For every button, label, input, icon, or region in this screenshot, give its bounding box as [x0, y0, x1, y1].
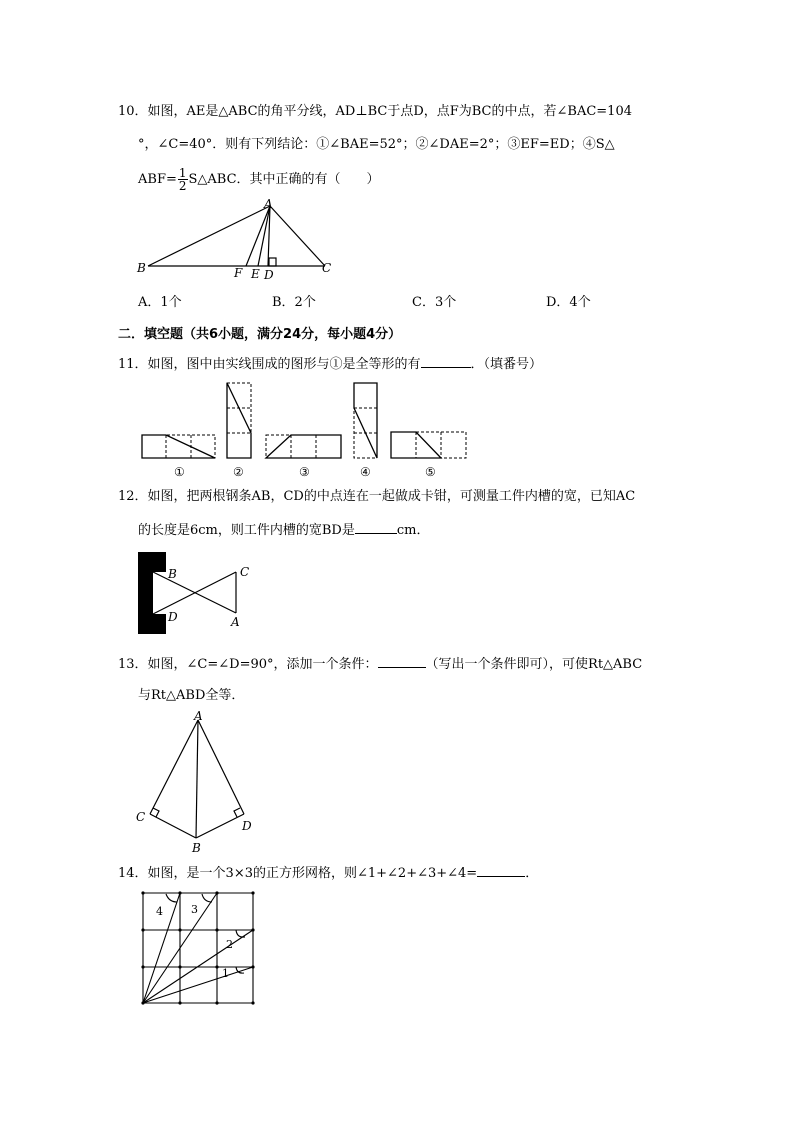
q10-label-f: F	[234, 266, 243, 280]
choice-c: C．3个	[412, 295, 457, 310]
angle-label-4: 4	[156, 905, 163, 918]
section-title-fill-in: 二．填空题（共6小题，满分24分，每小题4分）	[118, 327, 402, 342]
q14-text-a: 14．如图，是一个3×3的正方形网格，则∠1+∠2+∠3+∠4=	[118, 866, 478, 881]
q13-label-b: B	[192, 841, 201, 855]
angle-label-2: 2	[226, 938, 233, 951]
angle-label-3: 3	[191, 903, 198, 916]
q10-label-b: B	[137, 261, 146, 275]
q13-label-c: C	[136, 810, 146, 824]
q10-line-3-suffix: S△ABC．其中正确的有（ ）	[188, 172, 380, 187]
q12-caliper-figure	[136, 550, 256, 636]
q10-line-1: 10．如图，AE是△ABC的角平分线，AD⊥BC于点D，点F为BC的中点，若∠BAC=104	[118, 104, 632, 119]
fraction-denominator: 2	[178, 179, 187, 193]
q10-line-2: °，∠C=40°．则有下列结论：①∠BAE=52°；②∠DAE=2°；③EF=ED；④S△	[138, 137, 615, 152]
answer-blank-q12	[355, 521, 397, 534]
q13-line-2: 与Rt△ABD全等．	[138, 688, 245, 703]
answer-blank-q13	[378, 655, 426, 668]
q10-line-3-prefix: ABF=	[138, 172, 177, 187]
q11-shapes-figure	[136, 380, 476, 480]
q13-line-1	[118, 655, 642, 673]
choice-d: D．4个	[546, 295, 591, 310]
shape-label-4: ④	[360, 465, 371, 479]
q13-text-a: 13．如图，∠C=∠D=90°，添加一个条件：	[118, 657, 378, 672]
choice-a: A．1个	[138, 295, 182, 310]
q12-line-2	[138, 521, 429, 539]
q13-text-b: （写出一个条件即可），可使Rt△ABC	[425, 657, 643, 672]
shape-3	[266, 435, 341, 458]
shape-label-3: ③	[299, 465, 310, 479]
q10-label-e: E	[251, 267, 260, 281]
fraction-one-half	[178, 167, 188, 192]
q10-triangle-figure	[130, 196, 345, 284]
q13-label-d: D	[242, 819, 252, 833]
choice-b: B．2个	[272, 295, 316, 310]
q12-label-a: A	[231, 615, 240, 629]
q10-label-a: A	[264, 197, 273, 211]
q10-line-3	[138, 167, 380, 192]
q14-line	[118, 864, 538, 882]
workpiece-block	[138, 552, 166, 634]
shape-label-2: ②	[233, 465, 244, 479]
q11-text-b: ．（填番号）	[470, 357, 543, 372]
shape-label-1: ①	[174, 465, 185, 479]
q13-kite-figure	[132, 708, 260, 858]
answer-blank-q11	[421, 355, 471, 368]
shape-2	[227, 383, 251, 458]
shape-5	[391, 432, 466, 458]
shape-label-5: ⑤	[425, 465, 436, 479]
q11-line	[118, 355, 542, 373]
q10-label-c: C	[322, 261, 332, 275]
q10-label-d: D	[264, 268, 274, 282]
q12-label-b: B	[168, 567, 177, 581]
angle-label-1: 1	[222, 967, 229, 980]
q14-grid-figure	[136, 888, 262, 1008]
q14-text-b: ．	[525, 866, 539, 881]
q13-label-a: A	[194, 709, 203, 723]
answer-blank-q14	[477, 864, 525, 877]
q12-text-a: 的长度是6cm，则工件内槽的宽BD是	[138, 523, 355, 538]
shape-4	[354, 383, 377, 458]
q12-label-c: C	[240, 565, 250, 579]
fraction-numerator: 1	[178, 166, 187, 180]
q11-text-a: 11．如图，图中由实线围成的图形与①是全等形的有	[118, 357, 421, 372]
q12-text-b: cm．	[396, 523, 430, 538]
q12-line-1: 12．如图，把两根钢条AB，CD的中点连在一起做成卡钳，可测量工件内槽的宽，已知AC	[118, 489, 636, 504]
shape-1	[142, 435, 215, 458]
q12-label-d: D	[168, 610, 178, 624]
